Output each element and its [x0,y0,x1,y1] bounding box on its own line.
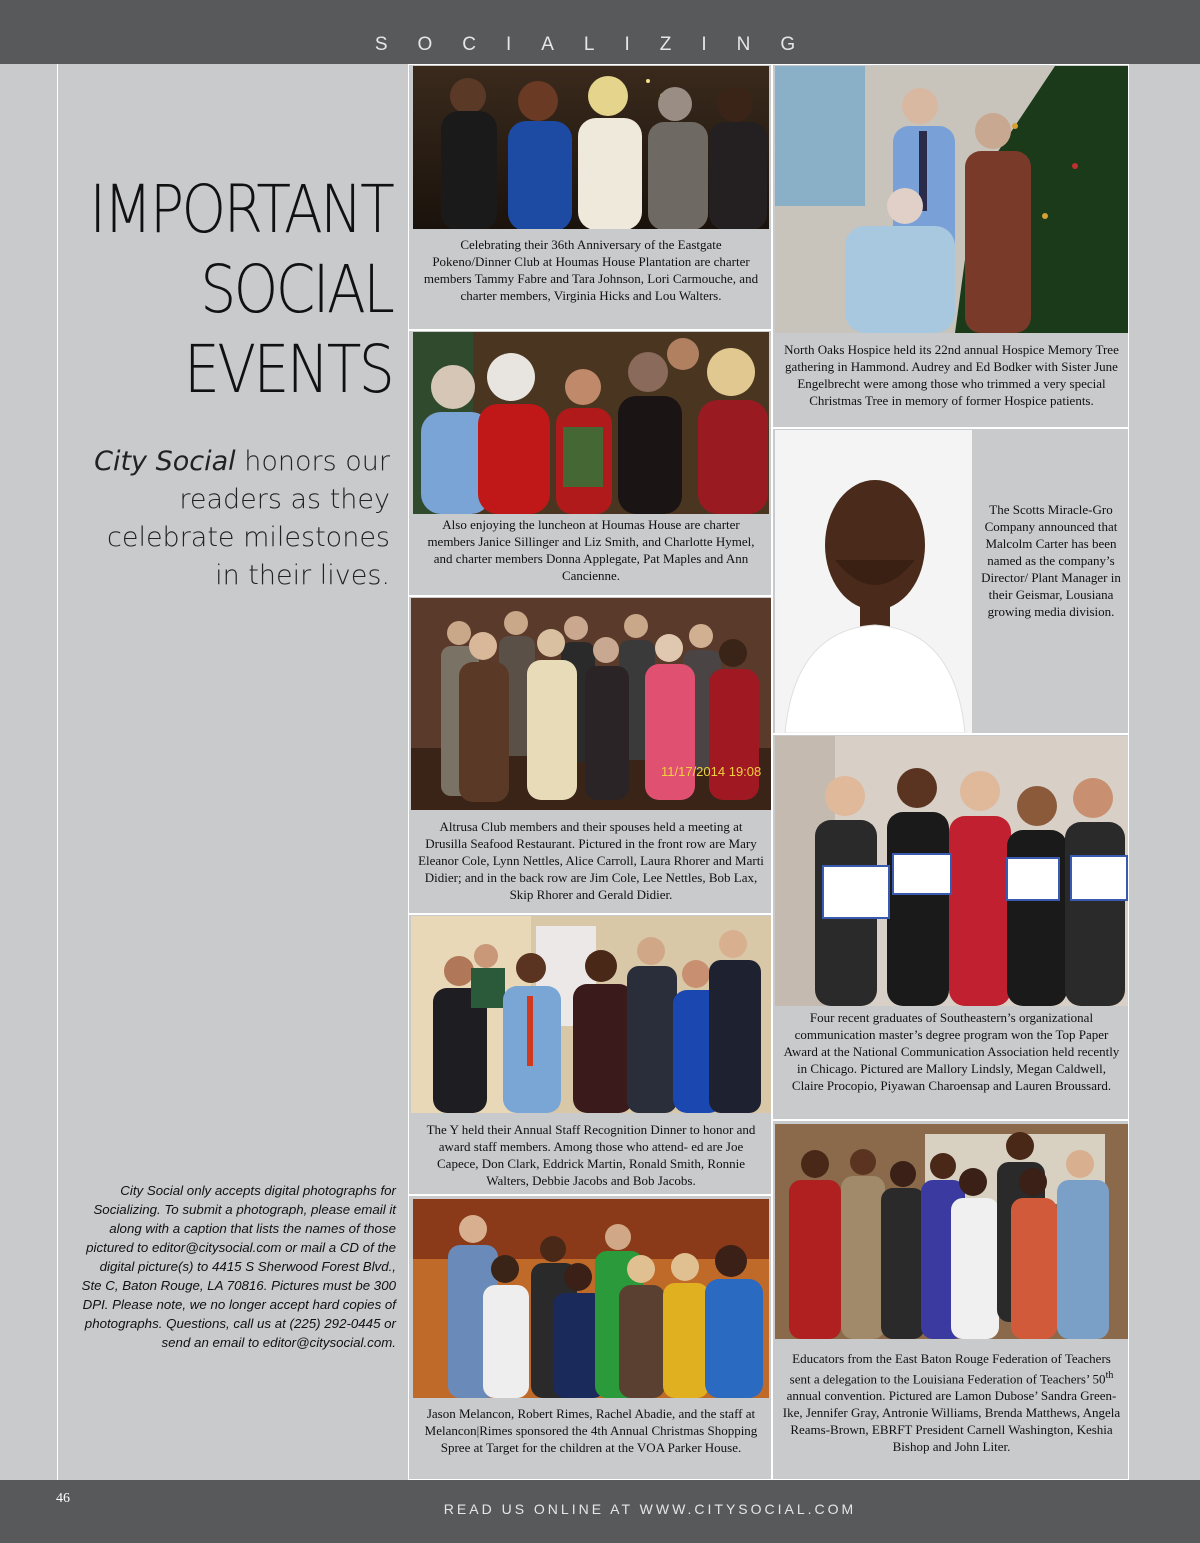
photo-altrusa-club [411,598,771,810]
photo-timestamp: 11/17/2014 19:08 [661,764,762,779]
photo-hospice-tree [775,66,1128,333]
story-altrusa [408,596,772,914]
footer-website: READ US ONLINE AT WWW.CITYSOCIAL.COM [443,1501,857,1517]
photo-southeastern-graduates [775,736,1128,1006]
headline-line-2: SOCIAL [199,251,392,328]
headline-line-1: IMPORTANT [89,171,392,248]
story-educators [772,1120,1129,1480]
caption-educators-part1: Educators from the East Baton Rouge Federation of Teachers sent a delegation to the Louisiana Federation of Teachers’ 50 [789,1351,1111,1387]
publication-name: City Social [94,446,236,477]
caption-educators-ordinal: th [1105,1370,1114,1381]
photo-educators-delegation [775,1124,1128,1339]
caption-educators-part2: annual convention. Pictured are Lamon Dubose’ Sandra Green-Ike, Jennifer Gray, Antronie Williams, Brenda Matthews, Angela Reams-Brown, EBRFT President Carnell Washington, Keshia Bishop and John Liter. [782,1388,1121,1455]
story-hospice [772,64,1129,428]
story-luncheon [408,330,772,596]
page-headline [89,170,392,410]
page-number: 46 [56,1491,70,1506]
photo-melancon-rimes [413,1199,769,1398]
caption-melancon: Jason Melancon, Robert Rimes, Rachel Abadie, and the staff at Melancon|Rimes sponsored the 4th Annual Christmas Shopping Spree at Target for the children at the VOA Parker House. [424,1406,758,1455]
caption-educators [781,1350,1122,1455]
story-melancon [408,1195,772,1480]
photo-houmas-luncheon [413,332,769,514]
photo-ymca-dinner [411,916,771,1113]
caption-southeastern: Four recent graduates of Southeastern’s organizational communication master’s degree program won the Top Paper Award at the National Communication Association held recently in Chicago. Pictured are Mallory Lindsly, Megan Caldwell, Claire Procopio, Piyawan Charoensap and Lauren Broussard. [783,1010,1120,1093]
left-margin-rule [57,64,58,1480]
headline-line-3: EVENTS [183,331,392,408]
submission-note: City Social only accepts digital photographs for Socializing. To submit a photograph, please email it along with a caption that lists the names of those pictured to editor@citysocial.com or mail a CD of the digital picture(s) to 4415 S Sherwood Forest Blvd., Ste C, Baton Rouge, LA 70816. Pictures must be 300 DPI. Please note, we no longer accept hard copies of photographs. Questions, call us at (225) 292-0445 or send an email to editor@citysocial.com. [81,1183,396,1350]
story-ymca [408,914,772,1195]
caption-eastgate: Celebrating their 36th Anniversary of the Eastgate Pokeno/Dinner Club at Houmas House Plantation are charter members Tammy Fabre and Tara Johnson, Lori Carmouche, and charter members, Virginia Hicks and Lou Walters. [423,237,759,303]
caption-scotts: The Scotts Miracle-Gro Company announced that Malcolm Carter has been named as the company’s Director/ Plant Manager in their Geismar, Lousiana growing media division. [981,502,1121,619]
caption-luncheon: Also enjoying the luncheon at Houmas House are charter members Janice Sillinger and Liz Smith, and Charlotte Hymel, and charter members Donna Applegate, Pat Maples and Ann Cancienne. [427,517,755,583]
caption-altrusa: Altrusa Club members and their spouses held a meeting at Drusilla Seafood Restaurant. Pictured in the front row are Mary Eleanor Cole, Lynn Nettles, Alice Carroll, Laura Rhorer and Marti Didier; and in the back row are Jim Cole, Lee Nettles, Bob Lax, Skip Rhorer and Gerald Didier. [418,819,764,902]
section-title: SOCIALIZING [374,34,826,55]
header-bar [0,0,1200,64]
caption-hospice: North Oaks Hospice held its 22nd annual Hospice Memory Tree gathering in Hammond. Audrey and Ed Bodker with Sister June Engelbrecht were among those who trimmed a very special Christmas Tree in memory of former Hospice patients. [784,342,1119,408]
photo-malcolm-carter [775,430,972,733]
intro-text [90,443,390,595]
story-scotts [772,428,1129,734]
story-eastgate [408,64,772,330]
story-southeastern [772,734,1129,1120]
photo-eastgate-club [413,66,769,229]
caption-ymca: The Y held their Annual Staff Recognition Dinner to honor and award staff members. Among those who attend- ed are Joe Capece, Don Clark, Eddrick Martin, Ronald Smith, Ronnie Walters, Debbie Jacobs and Bob Jacobs. [426,1122,756,1188]
intro-body: honors our readers as they celebrate milestones in their lives. [106,446,390,591]
